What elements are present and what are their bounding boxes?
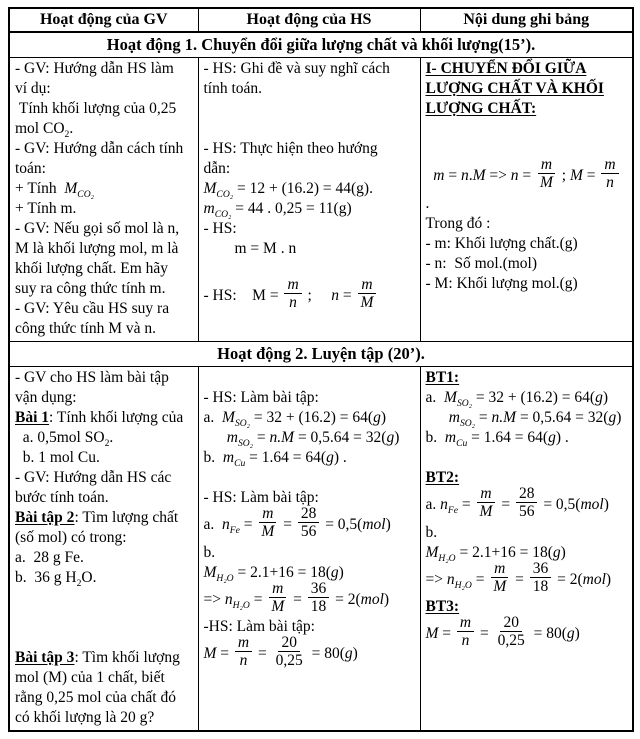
text-line: Bài tập 2: Tìm lượng chất — [15, 509, 179, 526]
gv-activity-2-text — [15, 368, 193, 728]
text-line: $m_{SO_2} = n.M = 0,5.64 = 32(g)$ — [448, 409, 622, 430]
text-line: LƯỢNG CHẤT: — [425, 100, 537, 117]
text-line: vận dụng: — [15, 389, 77, 406]
fraction: $\frac{20}{0,25}$ — [275, 634, 303, 670]
cell-section1-gv — [9, 58, 198, 342]
section-2-title: Hoạt động 2. Luyện tập (20’). — [9, 342, 633, 367]
text-line: a. $M_{SO_2} = 32 + (16.2) = 64(g)$ — [203, 409, 387, 430]
text-line: - GV: Yêu cầu HS suy ra — [15, 300, 170, 317]
fraction: $\frac{m}{M}$ — [357, 277, 376, 312]
text-line: - HS: Ghi đề và suy nghĩ cách — [203, 60, 390, 77]
text-line: bước tính toán. — [15, 489, 109, 506]
section-2-body-row — [9, 367, 633, 732]
text-line — [426, 448, 628, 468]
fraction: $\frac{m}{M}$ — [477, 486, 496, 521]
text-line: + Tính $M_{CO_2}$ — [15, 180, 94, 201]
text-line: - m: Khối lượng chất.(g) — [425, 234, 578, 252]
board-content-1-text — [426, 59, 628, 294]
text-line: LƯỢNG CHẤT VÀ KHỐI — [425, 80, 604, 97]
text-line — [204, 468, 415, 488]
text-line — [426, 119, 628, 139]
cell-section1-board — [420, 58, 633, 342]
text-line: $M_{H_2O} = 2.1+16 = 18(g)$ — [203, 563, 344, 584]
text-line: + Tính m. — [15, 200, 77, 217]
text-line: Tính khối lượng của 0,25 — [15, 100, 177, 117]
cell-section2-board — [420, 367, 633, 732]
text-line: $M_{H_2O} = 2.1+16 = 18(g)$ — [425, 543, 566, 564]
text-line: a. 28 g Fe. — [15, 549, 84, 566]
text-line: b. 36 g $H_2O$. — [15, 569, 97, 590]
text-line: $m_{SO_2} = n.M = 0,5.64 = 32(g)$ — [226, 429, 400, 450]
fraction: $\frac{m}{n}$ — [601, 157, 618, 192]
section-1-title-row — [9, 32, 633, 58]
text-line: Bài 1: Tính khối lượng của — [15, 409, 184, 426]
text-line: tính toán. — [203, 80, 263, 97]
fraction: $\frac{20}{0,25}$ — [497, 614, 525, 650]
text-line: mol $CO_2$. — [15, 120, 74, 141]
board-content-2-text — [426, 368, 628, 652]
fraction: $\frac{36}{18}$ — [308, 581, 330, 616]
fraction: $\frac{28}{56}$ — [298, 506, 320, 541]
fraction: $\frac{m}{n}$ — [284, 277, 301, 312]
text-line: BT3: — [425, 598, 460, 616]
text-line: M = $\frac{m}{n}$ = $\frac{20}{0,25}$ = 80(g) — [425, 614, 580, 650]
text-line: - HS: Thực hiện theo hướng — [203, 140, 378, 157]
text-line: Bài tập 3: Tìm khối lượng — [15, 649, 180, 666]
column-header-gv: Hoạt động của GV — [9, 8, 198, 32]
text-line: b. — [203, 543, 216, 561]
text-line — [204, 119, 415, 139]
gv-activity-1-text — [15, 59, 193, 339]
text-line: - HS: Làm bài tập: — [203, 389, 319, 406]
text-line: I- CHUYỂN ĐỔI GIỮA — [425, 60, 587, 77]
text-line: - GV: Nếu gọi số mol là n, — [15, 220, 180, 237]
text-line: toán: — [15, 160, 46, 177]
text-line: m = n.M => n = $\frac{m}{M}$ ; M = $\frac{m}{n}$ . — [425, 156, 625, 212]
text-line: a. 0,5mol $SO_2$. — [15, 429, 114, 450]
text-line: BT1: — [425, 369, 460, 386]
text-line — [204, 259, 415, 279]
text-line: b. — [425, 523, 438, 541]
text-line: rằng 0,25 mol của chất đó — [15, 689, 176, 706]
text-line: b. $m_{Cu} = 1.64 = 64(g)$ . — [425, 429, 569, 450]
text-line: BT2: — [425, 469, 460, 486]
text-line: có khối lượng là 20 g? — [15, 709, 155, 726]
section-1-title: Hoạt động 1. Chuyển đổi giữa lượng chất và khối lượng(15’). — [9, 32, 633, 58]
text-line: a. $n_{Fe}$ = $\frac{m}{M}$ = $\frac{28}{56}$ = 0,5(mol) — [203, 505, 391, 541]
text-line: ví dụ: — [15, 80, 51, 97]
text-line — [15, 628, 193, 648]
cell-section1-hs — [198, 58, 420, 342]
text-line: $M_{CO_2} = 12 + (16.2) = 44(g)$. — [203, 180, 373, 201]
activities-table — [8, 7, 634, 732]
text-line: công thức tính M và n. — [15, 320, 156, 337]
text-line: dẫn: — [203, 160, 231, 177]
text-line: - GV cho HS làm bài tập — [15, 369, 169, 386]
column-header-board: Nội dung ghi bảng — [420, 8, 633, 32]
fraction: $\frac{m}{n}$ — [457, 615, 474, 650]
text-line: $m_{CO_2} = 44$ . 0,25 = 11(g) — [203, 200, 352, 221]
fraction: $\frac{36}{18}$ — [530, 561, 552, 596]
text-line: -HS: Làm bài tập: — [203, 618, 315, 636]
text-line: - M: Khối lượng mol.(g) — [425, 274, 578, 292]
hs-activity-1-text — [204, 59, 415, 314]
text-line: - HS: M = $\frac{m}{n}$ ; n = $\frac{m}{M}$ — [204, 279, 415, 314]
section-1-body-row — [9, 58, 633, 342]
text-line: a. $n_{Fe}$ = $\frac{m}{M}$ = $\frac{28}{56}$ = 0,5(mol) — [425, 485, 609, 521]
text-line: mol (M) của 1 chất, biết — [15, 669, 165, 686]
text-line: b. 1 mol Cu. — [15, 449, 100, 466]
text-line — [15, 608, 193, 628]
text-line: => $n_{H_2O}$ = $\frac{m}{M}$ = $\frac{36}{18}$ = 2(mol) — [203, 579, 390, 615]
text-line: - GV: Hướng dẫn cách tính — [15, 140, 184, 157]
text-line: - GV: Hướng dẫn HS làm — [15, 60, 174, 77]
text-line — [15, 588, 193, 608]
text-line: Trong đó : — [425, 214, 491, 232]
fraction: $\frac{m}{M}$ — [258, 506, 277, 541]
text-line: a. $M_{SO_2} = 32 + (16.2) = 64(g)$ — [425, 389, 609, 410]
header-row — [9, 8, 633, 32]
text-line: b. $m_{Cu} = 1.64 = 64(g)$ . — [203, 449, 347, 470]
text-line: (số mol) có trong: — [15, 529, 127, 546]
hs-activity-2-text — [204, 368, 415, 672]
text-line: khối lượng chất. Em hãy — [15, 260, 169, 277]
section-2-title-row — [9, 342, 633, 367]
fraction: $\frac{m}{M}$ — [537, 157, 556, 192]
text-line: - HS: — [203, 220, 237, 237]
column-header-hs: Hoạt động của HS — [198, 8, 420, 32]
cell-section2-hs — [198, 367, 420, 732]
text-line — [426, 139, 628, 159]
text-line: - GV: Hướng dẫn HS các — [15, 469, 172, 486]
fraction: $\frac{m}{n}$ — [235, 635, 252, 670]
text-line: - HS: Làm bài tập: — [203, 489, 319, 506]
text-line: M = $\frac{m}{n}$ = $\frac{20}{0,25}$ = 80(g) — [203, 634, 358, 670]
text-line: m = M . n — [203, 240, 297, 257]
fraction: $\frac{m}{M}$ — [490, 561, 509, 596]
fraction: $\frac{m}{M}$ — [268, 581, 287, 616]
text-line: => $n_{H_2O}$ = $\frac{m}{M}$ = $\frac{36}{18}$ = 2(mol) — [425, 559, 612, 595]
text-line: - n: Số mol.(mol) — [425, 254, 538, 272]
fraction: $\frac{28}{56}$ — [516, 486, 538, 521]
cell-section2-gv — [9, 367, 198, 732]
text-line: M là khối lượng mol, m là — [15, 240, 179, 257]
text-line — [204, 99, 415, 119]
text-line — [204, 368, 415, 388]
text-line: suy ra công thức tính m. — [15, 280, 166, 297]
